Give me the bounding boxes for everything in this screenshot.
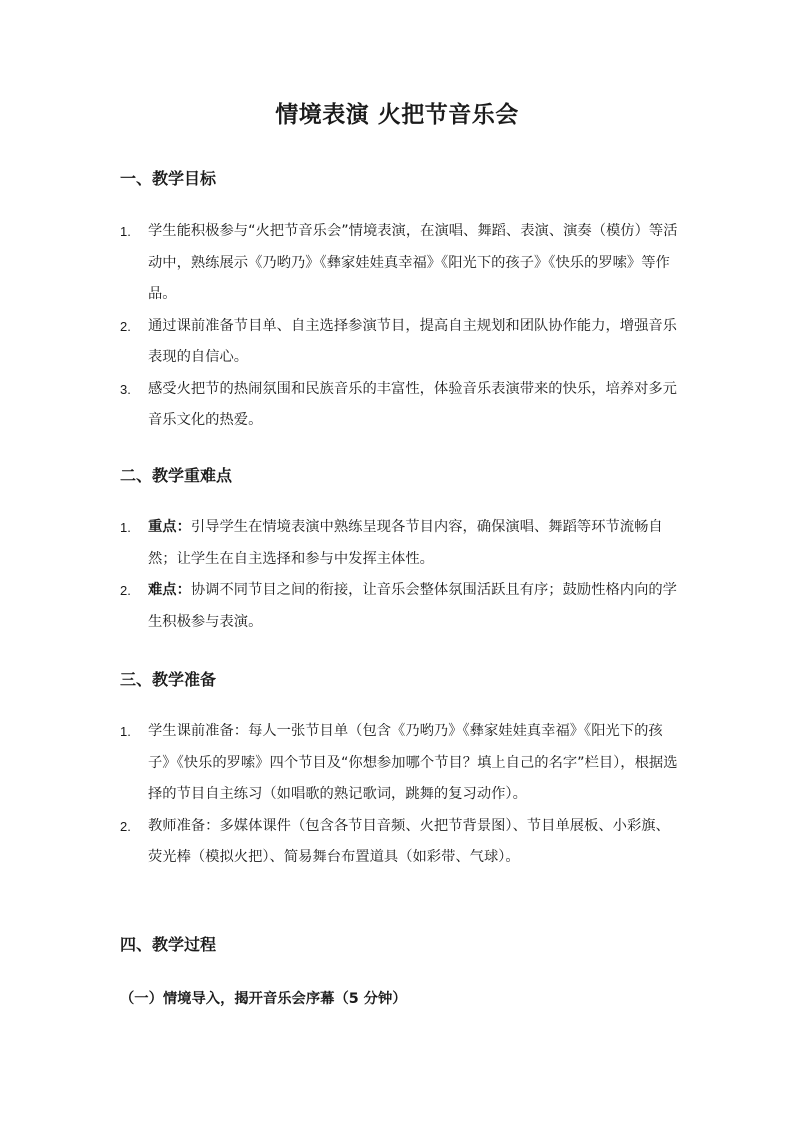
list-item-text: 学生能积极参与“火把节音乐会”情境表演，在演唱、舞蹈、表演、演奏（模仿）等活动中，熟练展示《乃哟乃》《彝家娃娃真幸福》《阳光下的孩子》《快乐的罗嗦》等作品。	[148, 223, 678, 302]
section-heading-key-points: 二、教学重难点	[120, 466, 233, 485]
list-item	[120, 374, 680, 437]
document-title: 情境表演 火把节音乐会	[275, 102, 519, 128]
list-item-text: 引导学生在情境表演中熟练呈现各节目内容，确保演唱、舞蹈等环节流畅自然；让学生在自主选择和参与中发挥主体性。	[148, 519, 663, 567]
list-item-term: 难点：	[148, 582, 191, 598]
list-number: 2.	[120, 318, 131, 334]
list-number: 2.	[120, 583, 131, 598]
section-heading-objectives: 一、教学目标	[120, 169, 217, 188]
list-item	[120, 512, 680, 575]
list-item-term: 重点：	[148, 519, 191, 535]
preparation-list	[120, 716, 680, 874]
list-item-text: 教师准备：多媒体课件（包含各节目音频、火把节背景图）、节目单展板、小彩旗、荧光棒（模拟火把）、简易舞台布置道具（如彩带、气球）。	[148, 817, 670, 865]
list-item-text: 通过课前准备节目单、自主选择参演节目，提高自主规划和团队协作能力，增强音乐表现的自信心。	[148, 317, 677, 365]
list-item-text: 学生课前准备：每人一张节目单（包含《乃哟乃》《彝家娃娃真幸福》《阳光下的孩子》《快乐的罗嗦》四个节目及“你想参加哪个节目？填上自己的名字”栏目），根据选择的节目自主练习（如唱歌的熟记歌词，跳舞的复习动作）。	[148, 723, 678, 802]
objectives-list	[120, 216, 680, 437]
list-item-text: 协调不同节目之间的衔接，让音乐会整体氛围活跃且有序；鼓励性格内向的学生积极参与表演。	[148, 582, 677, 630]
subsection-heading-intro: （一）情境导入，揭开音乐会序幕（5 分钟）	[120, 991, 407, 1007]
list-item-text: 感受火把节的热闹氛围和民族音乐的丰富性，体验音乐表演带来的快乐，培养对多元音乐文化的热爱。	[148, 380, 677, 428]
list-item	[120, 311, 680, 374]
list-item	[120, 811, 680, 874]
section-heading-preparation: 三、教学准备	[120, 670, 217, 689]
list-item	[120, 216, 680, 311]
list-number: 1.	[120, 224, 131, 239]
list-item	[120, 575, 680, 638]
list-number: 2.	[120, 818, 131, 834]
list-number: 1.	[120, 724, 131, 739]
list-item	[120, 716, 680, 811]
section-heading-process: 四、教学过程	[120, 935, 217, 954]
list-number: 3.	[120, 381, 131, 397]
key-points-list	[120, 512, 680, 638]
list-number: 1.	[120, 520, 131, 535]
